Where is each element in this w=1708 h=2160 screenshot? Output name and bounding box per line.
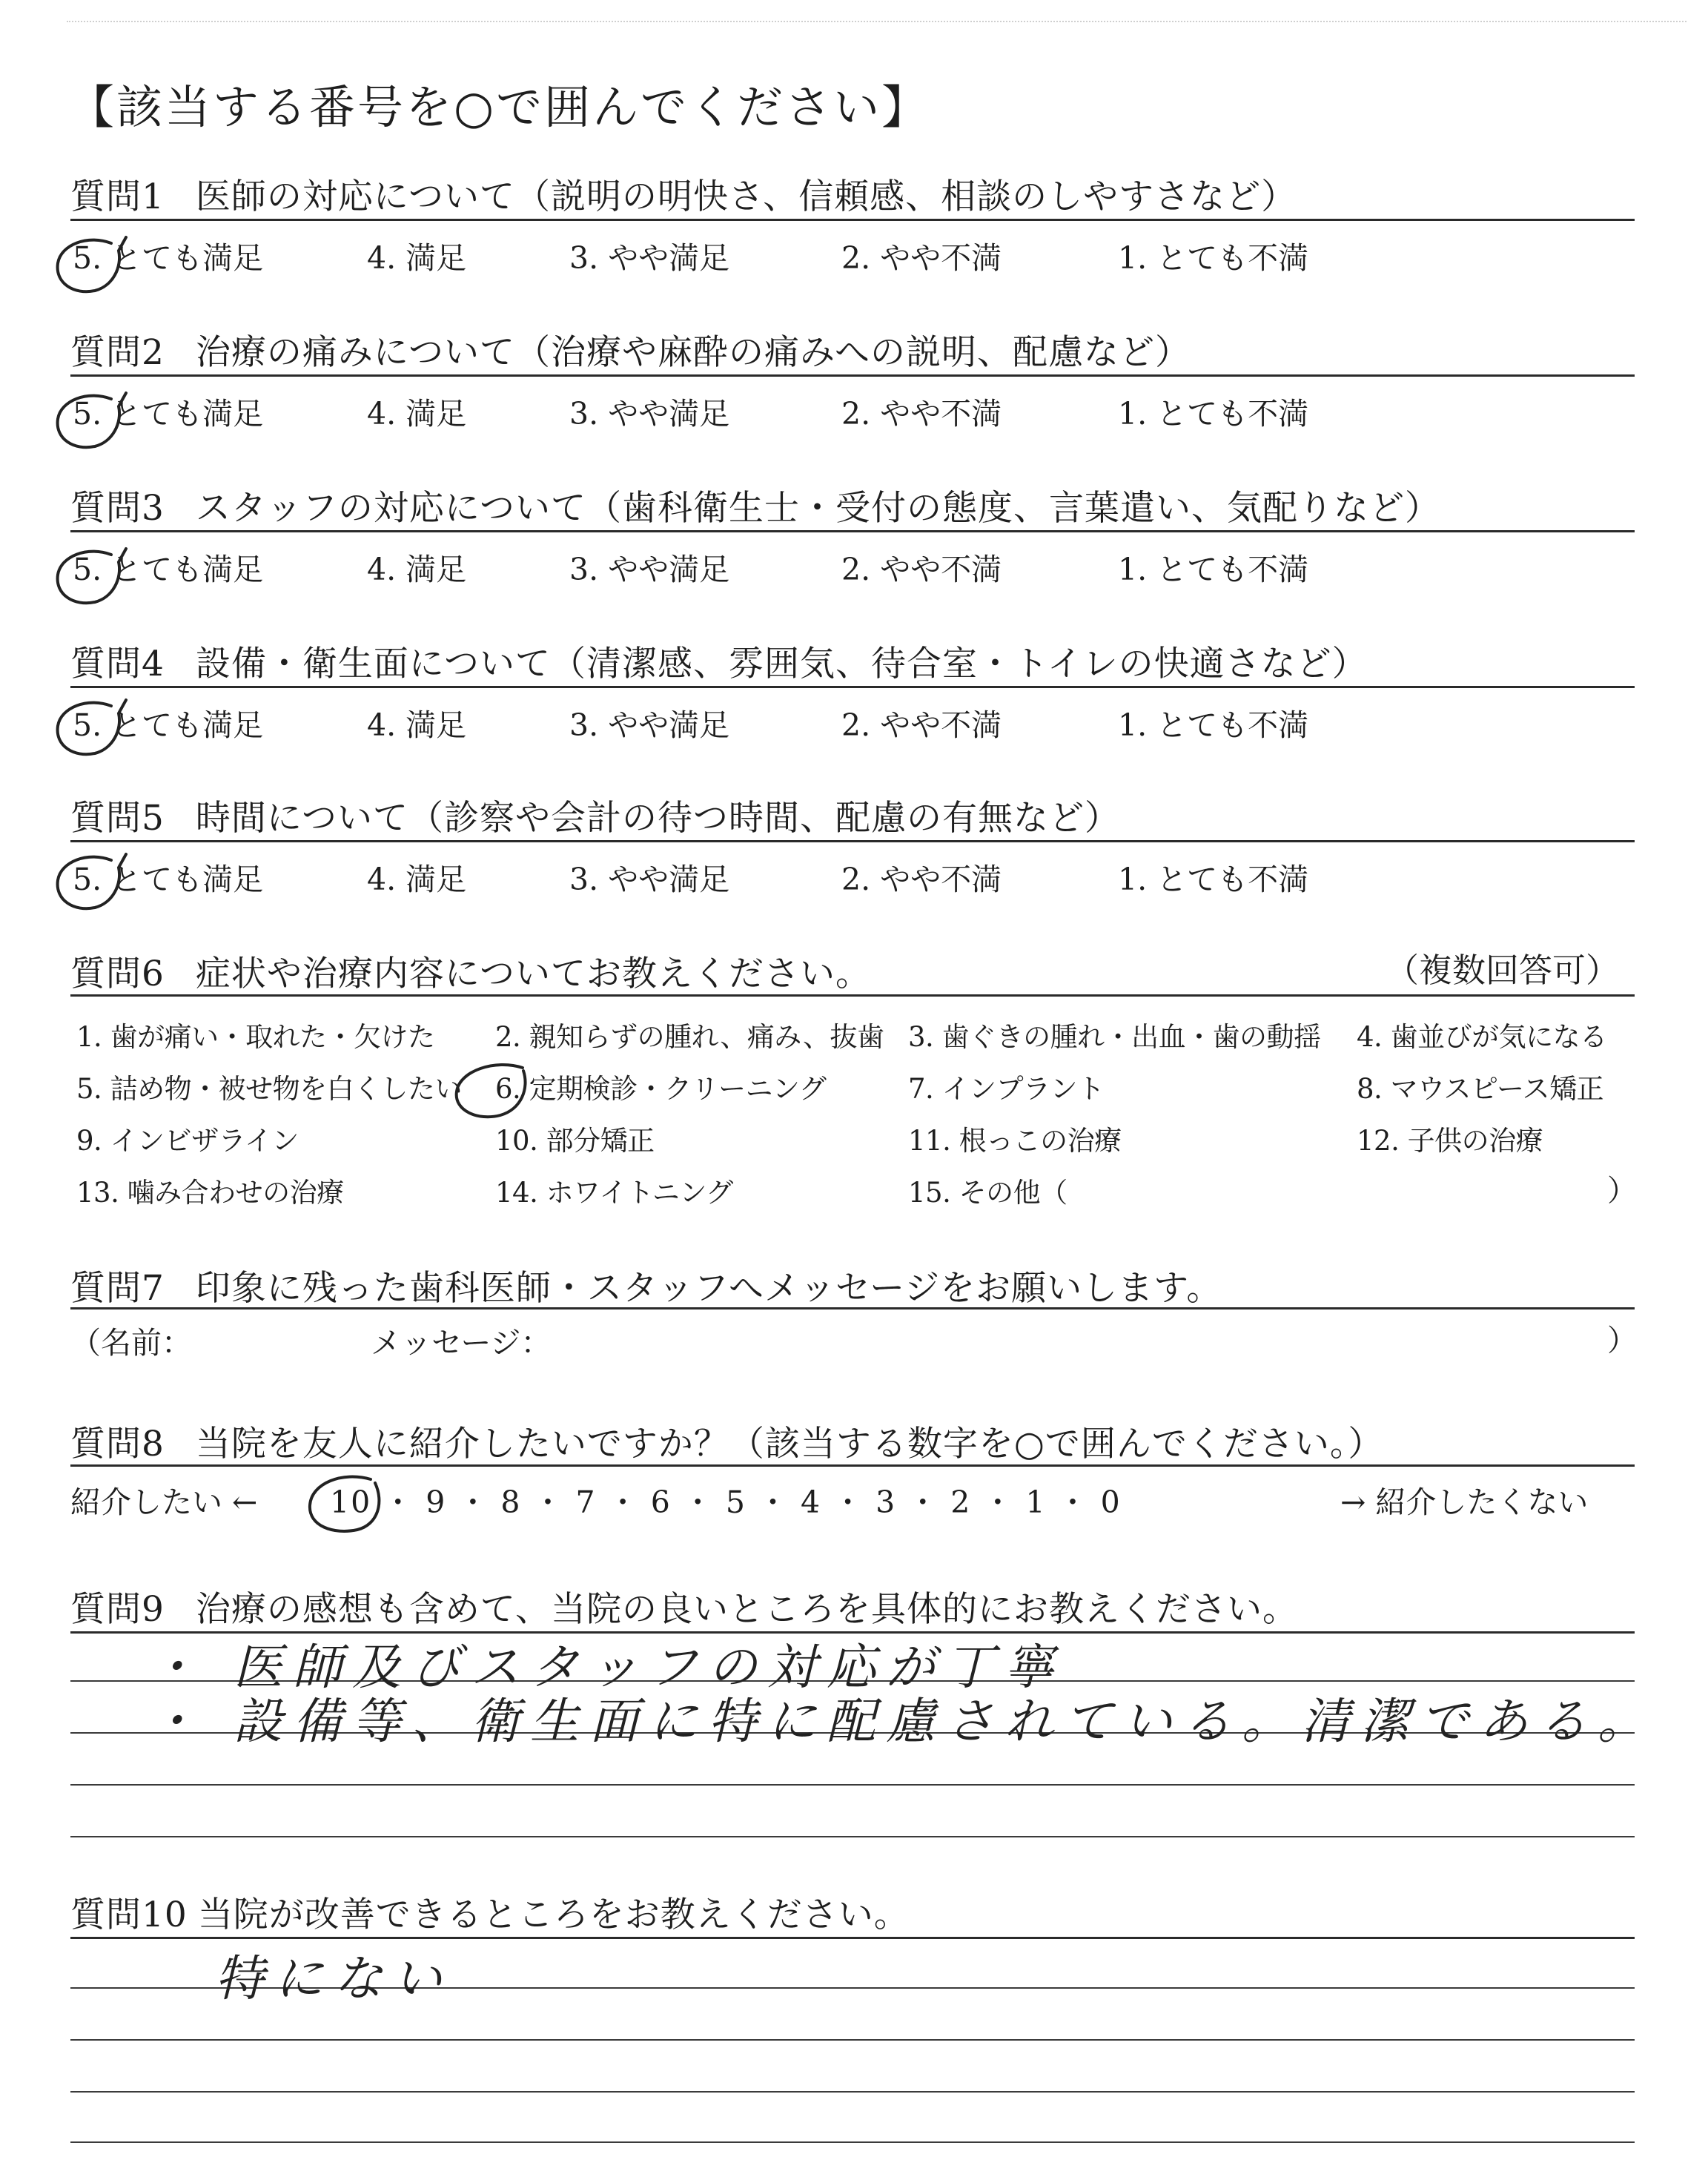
option-2[interactable]: 2. やや不満 bbox=[841, 862, 1002, 897]
question-rule bbox=[70, 686, 1635, 688]
message-close-paren: ） bbox=[1607, 1324, 1637, 1358]
option-3[interactable]: 3. やや満足 bbox=[569, 240, 730, 276]
option-3[interactable]: 3. やや満足 bbox=[569, 862, 730, 897]
treatment-item[interactable]: 8. マウスピース矯正 bbox=[1357, 1073, 1604, 1105]
answer-line bbox=[70, 1836, 1635, 1837]
option-2[interactable]: 2. やや不満 bbox=[841, 240, 1002, 276]
question-text: 治療の痛みについて（治療や麻酔の痛みへの説明、配慮など） bbox=[195, 332, 1191, 373]
option-4[interactable]: 4. 満足 bbox=[367, 862, 467, 897]
treatment-item[interactable]: 15. その他（ bbox=[908, 1177, 1068, 1209]
question-number: 質問4 bbox=[70, 644, 165, 684]
question-text: 症状や治療内容についてお教えください。 bbox=[195, 954, 871, 994]
question-10 bbox=[70, 1887, 910, 1937]
question-rule bbox=[70, 840, 1635, 842]
question-text: 当院が改善できるところをお教えください。 bbox=[197, 1895, 910, 1935]
question-number: 質問7 bbox=[70, 1268, 165, 1309]
other-close-paren: ） bbox=[1607, 1174, 1637, 1208]
option-5[interactable]: 5. とても満足 bbox=[73, 240, 264, 276]
option-5[interactable]: 5. とても満足 bbox=[73, 862, 264, 897]
question-4 bbox=[70, 636, 1368, 686]
option-1[interactable]: 1. とても不満 bbox=[1118, 552, 1309, 587]
treatment-item[interactable]: 1. 歯が痛い・取れた・欠けた bbox=[76, 1021, 435, 1053]
handwritten-answer-line-2[interactable]: ・ 設備等、衛生面に特に配慮されている。清潔である。 bbox=[148, 1693, 1657, 1750]
multiple-answer-note: （複数回答可） bbox=[1385, 951, 1619, 990]
question-number: 質問3 bbox=[70, 488, 165, 529]
treatment-item[interactable]: 2. 親知らずの腫れ、痛み、抜歯 bbox=[495, 1021, 884, 1053]
option-2[interactable]: 2. やや不満 bbox=[841, 396, 1002, 432]
question-text: 当院を友人に紹介したいですか？（該当する数字を○で囲んでください。） bbox=[195, 1424, 1384, 1464]
name-field-label[interactable]: （名前： bbox=[70, 1325, 192, 1361]
option-1[interactable]: 1. とても不満 bbox=[1118, 862, 1309, 897]
treatment-item[interactable]: 9. インビザライン bbox=[76, 1125, 299, 1157]
option-5[interactable]: 5. とても満足 bbox=[73, 707, 264, 743]
question-rule bbox=[70, 374, 1635, 377]
message-field-label[interactable]: メッセージ： bbox=[371, 1325, 552, 1361]
option-1[interactable]: 1. とても不満 bbox=[1118, 396, 1309, 432]
option-4[interactable]: 4. 満足 bbox=[367, 240, 467, 276]
question-text: 設備・衛生面について（清潔感、雰囲気、待合室・トイレの快適さなど） bbox=[195, 644, 1368, 684]
option-3[interactable]: 3. やや満足 bbox=[569, 552, 730, 587]
option-5[interactable]: 5. とても満足 bbox=[73, 396, 264, 432]
question-number: 質問5 bbox=[70, 798, 165, 839]
option-5[interactable]: 5. とても満足 bbox=[73, 552, 264, 587]
answer-line bbox=[70, 1784, 1635, 1786]
question-6 bbox=[70, 946, 871, 996]
treatment-item[interactable]: 12. 子供の治療 bbox=[1357, 1125, 1543, 1157]
question-text: 医師の対応について（説明の明快さ、信頼感、相談のしやすさなど） bbox=[195, 176, 1297, 217]
answer-line bbox=[70, 2091, 1635, 2093]
question-text: 印象に残った歯科医師・スタッフへメッセージをお願いします。 bbox=[195, 1268, 1222, 1309]
treatment-item[interactable]: 4. 歯並びが気になる bbox=[1357, 1021, 1607, 1053]
question-number: 質問1 bbox=[70, 176, 165, 217]
question-rule bbox=[70, 219, 1635, 221]
scan-edge-line bbox=[67, 21, 1687, 22]
question-number: 質問8 bbox=[70, 1424, 165, 1464]
option-4[interactable]: 4. 満足 bbox=[367, 707, 467, 743]
question-5 bbox=[70, 790, 1120, 840]
option-4[interactable]: 4. 満足 bbox=[367, 552, 467, 587]
recommend-right-label: → 紹介したくない bbox=[1340, 1484, 1589, 1520]
option-4[interactable]: 4. 満足 bbox=[367, 396, 467, 432]
recommend-scale[interactable]: 10 ・ 9 ・ 8 ・ 7 ・ 6 ・ 5 ・ 4 ・ 3 ・ 2 ・ 1 ・ 0 bbox=[330, 1484, 1122, 1520]
treatment-item[interactable]: 7. インプラント bbox=[908, 1073, 1105, 1105]
treatment-item[interactable]: 3. 歯ぐきの腫れ・出血・歯の動揺 bbox=[908, 1021, 1321, 1053]
question-1 bbox=[70, 169, 1297, 219]
question-number: 質問9 bbox=[70, 1589, 165, 1630]
recommend-left-label: 紹介したい ← bbox=[70, 1484, 258, 1520]
option-3[interactable]: 3. やや満足 bbox=[569, 707, 730, 743]
option-2[interactable]: 2. やや不満 bbox=[841, 707, 1002, 743]
question-7 bbox=[70, 1261, 1222, 1310]
treatment-item[interactable]: 5. 詰め物・被せ物を白くしたい bbox=[76, 1073, 463, 1105]
question-number: 質問2 bbox=[70, 332, 165, 373]
question-text: 治療の感想も含めて、当院の良いところを具体的にお教えください。 bbox=[195, 1589, 1298, 1630]
question-rule bbox=[70, 1307, 1635, 1309]
treatment-item[interactable]: 13. 噛み合わせの治療 bbox=[76, 1177, 344, 1209]
question-8 bbox=[70, 1416, 1383, 1466]
question-2 bbox=[70, 325, 1191, 374]
option-1[interactable]: 1. とても不満 bbox=[1118, 707, 1309, 743]
question-3 bbox=[70, 480, 1440, 530]
option-2[interactable]: 2. やや不満 bbox=[841, 552, 1002, 587]
answer-line bbox=[70, 2039, 1635, 2041]
answer-line bbox=[70, 2141, 1635, 2143]
question-number: 質問10 bbox=[70, 1895, 188, 1935]
question-text: スタッフの対応について（歯科衛生士・受付の態度、言葉遣い、気配りなど） bbox=[195, 488, 1440, 529]
question-rule bbox=[70, 530, 1635, 532]
option-3[interactable]: 3. やや満足 bbox=[569, 396, 730, 432]
question-rule bbox=[70, 994, 1635, 997]
page-title: 【該当する番号を○で囲んでください】 bbox=[68, 80, 930, 134]
treatment-item[interactable]: 11. 根っこの治療 bbox=[908, 1125, 1122, 1157]
question-text: 時間について（診察や会計の待つ時間、配慮の有無など） bbox=[195, 798, 1120, 839]
option-1[interactable]: 1. とても不満 bbox=[1118, 240, 1309, 276]
question-rule bbox=[70, 1464, 1635, 1467]
treatment-item[interactable]: 10. 部分矯正 bbox=[495, 1125, 655, 1157]
question-number: 質問6 bbox=[70, 954, 165, 994]
question-9 bbox=[70, 1582, 1298, 1631]
handwritten-answer-q10[interactable]: 特にない bbox=[215, 1950, 452, 2007]
treatment-item[interactable]: 14. ホワイトニング bbox=[495, 1177, 733, 1209]
handwritten-answer-line-1[interactable]: ・ 医師及びスタッフの対応が丁寧 bbox=[148, 1639, 1064, 1696]
treatment-item[interactable]: 6. 定期検診・クリーニング bbox=[495, 1073, 827, 1105]
